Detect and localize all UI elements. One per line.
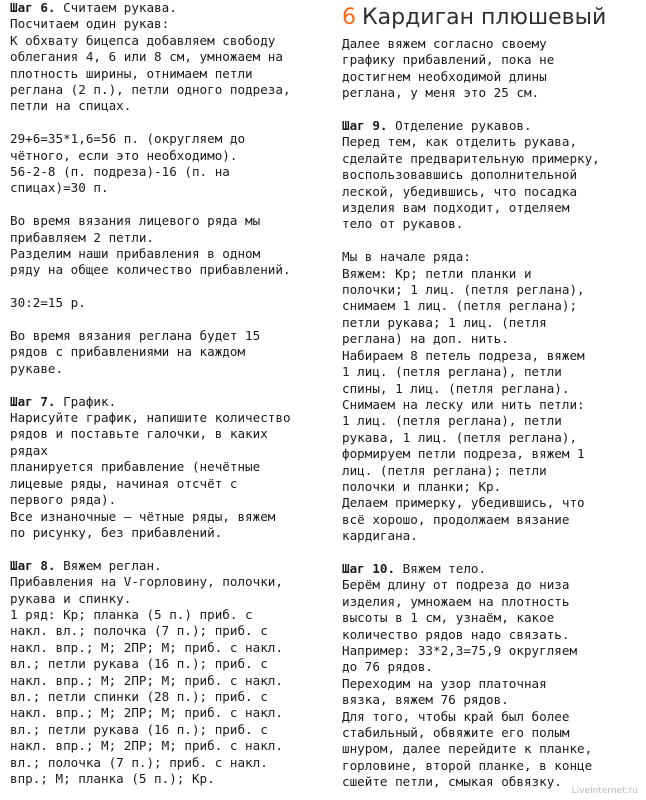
line-text: прибавляем 2 петли. [10, 229, 155, 245]
line-text: вл.; полочка (7 п.); приб. с накл. [10, 754, 268, 770]
line-text: стабильный, обвяжите его полым [342, 725, 570, 741]
text-line [10, 148, 334, 164]
line-text: Нарисуйте график, напишите количество [10, 410, 291, 426]
line-text: Набираем 8 петель подреза, вяжем [342, 347, 585, 363]
text-line [342, 676, 642, 692]
text-line [10, 262, 334, 278]
text-line [10, 131, 334, 147]
text-line [10, 492, 334, 508]
step-heading: Шаг 6. [10, 0, 56, 15]
text-line [342, 184, 642, 200]
line-text: количество рядов надо связать. [342, 626, 570, 642]
text-line [10, 164, 334, 180]
line-text: кардигана. [342, 528, 418, 544]
text-line [10, 0, 334, 16]
line-text: до 76 рядов. [342, 659, 433, 675]
text-line [10, 246, 334, 262]
text-line [10, 673, 334, 689]
line-text: рядов с прибавлениями на каждом [10, 344, 246, 360]
text-line [10, 722, 334, 738]
line-text: сшейте петли, смыкая обвязку. [342, 774, 562, 790]
line-text: График. [55, 393, 117, 409]
text-line [342, 151, 642, 167]
text-line [342, 643, 642, 659]
text-line [342, 725, 642, 741]
line-text: Все изнаночные – чётные ряды, вяжем [10, 508, 276, 524]
title-text: Кардиган плюшевый [362, 5, 607, 30]
text-line [342, 331, 642, 347]
text-line [10, 98, 334, 114]
text-line [342, 364, 642, 380]
step-heading: Шаг 10. [342, 560, 396, 576]
line-text: первого ряда). [10, 492, 117, 508]
blank-line [10, 312, 334, 328]
text-line [10, 607, 334, 623]
line-text: спицах)=30 п. [10, 180, 109, 196]
text-line [10, 213, 334, 229]
line-text: 56-2-8 (п. подреза)-16 (п. на [10, 164, 230, 180]
text-line [342, 36, 642, 52]
line-text: К обхвату бицепса добавляем свободу [10, 32, 276, 48]
line-text: петли рукава; 1 лиц. (петля [342, 314, 547, 330]
line-text: рядов и поставьте галочки, в каких [10, 426, 268, 442]
page-title [342, 0, 642, 36]
line-text: Прибавления на V-горловину, полочки, [10, 574, 283, 590]
blank-line [342, 102, 642, 118]
text-line [342, 692, 642, 708]
text-line [342, 298, 642, 314]
line-text: снимаем 1 лиц. (петля реглана); [342, 298, 578, 314]
text-line [10, 328, 334, 344]
blank-line [10, 541, 334, 557]
line-text: 1 лиц. (петля реглана), петли [342, 364, 562, 380]
line-text: лицевые ряды, начиная отсчёт с [10, 475, 238, 491]
text-line [342, 577, 642, 593]
text-line [342, 512, 642, 528]
line-text: Вяжем реглан. [55, 557, 162, 573]
line-text: петли на спицах. [10, 98, 132, 114]
step-heading: Шаг 8. [10, 557, 56, 573]
line-text: всё хорошо, продолжаем вязание [342, 511, 570, 527]
line-text: воспользовавшись дополнительной [342, 167, 578, 183]
line-text: Перед тем, как отделить рукава, [342, 134, 578, 150]
text-line [342, 69, 642, 85]
line-text: Например: 33*2,3=75,9 округляем [342, 642, 578, 658]
left-column [10, 0, 334, 787]
text-line [10, 738, 334, 754]
text-line [342, 167, 642, 183]
line-text: сделайте предварительную примерку, [342, 150, 600, 166]
text-line [10, 591, 334, 607]
line-text: чётного, если это необходимо). [10, 147, 238, 163]
line-text: накл. впр.; М; 2ПР; М; приб. с накл. [10, 705, 283, 721]
line-text: горловине, второй планке, в конце [342, 757, 593, 773]
text-line [10, 771, 334, 787]
line-text: Снимаем на леску или нить петли: [342, 396, 585, 412]
line-text: Во время вязания реглана будет 15 [10, 328, 261, 344]
text-line [10, 443, 334, 459]
blank-line [10, 377, 334, 393]
text-line [342, 659, 642, 675]
text-line [10, 344, 334, 360]
text-line [342, 266, 642, 282]
text-line [10, 525, 334, 541]
blank-line [10, 197, 334, 213]
line-text: накл. вл.; полочка (7 п.); приб. с [10, 623, 268, 639]
title-number: 6 [342, 5, 356, 30]
text-line [342, 479, 642, 495]
line-text: рядах [10, 442, 48, 458]
text-line [342, 463, 642, 479]
line-text: реглана) на доп. нить. [342, 331, 509, 347]
line-text: накл. впр.; М; 2ПР; М; приб. с накл. [10, 639, 283, 655]
line-text: формируем петли подреза, вяжем 1 [342, 446, 585, 462]
text-line [342, 118, 642, 134]
text-line [342, 758, 642, 774]
step-heading: Шаг 9. [342, 118, 388, 134]
line-text: накл. впр.; М; 2ПР; М; приб. с накл. [10, 738, 283, 754]
line-text: 30:2=15 р. [10, 295, 86, 311]
line-text: Считаем рукава. [55, 0, 177, 15]
blank-line [10, 279, 334, 295]
text-line [342, 315, 642, 331]
line-text: облегания 4, 6 или 8 см, умножаем на [10, 49, 283, 65]
line-text: вл.; петли рукава (16 п.); приб. с [10, 721, 268, 737]
text-line [342, 709, 642, 725]
line-text: вл.; петли спинки (28 п.); приб. с [10, 688, 268, 704]
blank-line [342, 545, 642, 561]
text-line [342, 381, 642, 397]
text-line [342, 282, 642, 298]
line-text: лиц. (петля реглана); петли [342, 462, 547, 478]
text-line [10, 410, 334, 426]
text-line [10, 33, 334, 49]
text-line [10, 394, 334, 410]
text-line [10, 476, 334, 492]
text-line [10, 459, 334, 475]
line-text: высоты в 1 см, узнаём, какое [342, 610, 555, 626]
line-text: вязка, вяжем 76 рядов. [342, 692, 509, 708]
line-text: плотность ширины, отнимаем петли [10, 65, 253, 81]
line-text: 1 лиц. (петля реглана), петли [342, 413, 562, 429]
text-line [10, 230, 334, 246]
line-text: накл. впр.; М; 2ПР; М; приб. с накл. [10, 672, 283, 688]
line-text: изделия, умножаем на плотность [342, 593, 570, 609]
text-line [342, 200, 642, 216]
text-line [342, 627, 642, 643]
text-line [342, 594, 642, 610]
text-line [342, 741, 642, 757]
line-text: Вяжем тело. [395, 560, 487, 576]
text-line [342, 528, 642, 544]
text-line [10, 640, 334, 656]
line-text: 29+6=35*1,6=56 п. (округляем до [10, 131, 246, 147]
line-text: леской, убедившись, что посадка [342, 183, 578, 199]
line-text: по рисунку, без прибавлений. [10, 524, 223, 540]
text-line [10, 574, 334, 590]
text-line [10, 295, 334, 311]
text-line [10, 82, 334, 98]
text-line [10, 66, 334, 82]
text-line [10, 558, 334, 574]
line-text: рукава, 1 лиц. (петля реглана), [342, 429, 578, 445]
text-line [342, 348, 642, 364]
line-text: полочки; 1 лиц. (петля реглана), [342, 282, 585, 298]
text-line [342, 216, 642, 232]
text-line [342, 610, 642, 626]
text-line [342, 134, 642, 150]
text-line [342, 446, 642, 462]
line-text: Для того, чтобы край был более [342, 708, 570, 724]
line-text: тело от рукавов. [342, 216, 464, 232]
line-text: графику прибавлений, пока не [342, 52, 555, 68]
text-line [10, 656, 334, 672]
line-text: Отделение рукавов. [387, 118, 532, 134]
line-text: Далее вяжем согласно своему [342, 36, 547, 51]
line-text: Мы в начале ряда: [342, 249, 471, 265]
text-line [342, 413, 642, 429]
blank-line [342, 233, 642, 249]
blank-line [10, 115, 334, 131]
line-text: 1 ряд: Кр; планка (5 п.) приб. с [10, 606, 253, 622]
line-text: рукаве. [10, 360, 64, 376]
text-line [10, 509, 334, 525]
watermark: LiveInternet.ru [571, 786, 638, 796]
line-text: изделия вам подходит, отделяем [342, 200, 570, 216]
text-line [10, 623, 334, 639]
text-line [10, 180, 334, 196]
line-text: полочки и планки; Кр. [342, 478, 502, 494]
line-text: Переходим на узор платочная [342, 675, 547, 691]
text-line [10, 705, 334, 721]
text-line [342, 249, 642, 265]
line-text: Посчитаем один рукав: [10, 16, 170, 32]
line-text: Во время вязания лицевого ряда мы [10, 213, 261, 229]
text-line [10, 426, 334, 442]
line-text: впр.; М; планка (5 п.); Кр. [10, 771, 215, 786]
line-text: спины, 1 лиц. (петля реглана). [342, 380, 570, 396]
text-line [342, 397, 642, 413]
step-heading: Шаг 7. [10, 393, 56, 409]
line-text: Вяжем: Кр; петли планки и [342, 265, 532, 281]
text-line [10, 16, 334, 32]
line-text: рукава и спинку. [10, 590, 132, 606]
line-text: планируется прибавление (нечётные [10, 459, 261, 475]
text-line [342, 561, 642, 577]
line-text: Разделим наши прибавления в одном [10, 246, 261, 262]
text-line [10, 755, 334, 771]
text-line [10, 361, 334, 377]
text-line [10, 689, 334, 705]
line-text: достигнем необходимой длины [342, 68, 547, 84]
text-line [342, 495, 642, 511]
line-text: реглана, у меня это 25 см. [342, 85, 540, 101]
line-text: Берём длину от подреза до низа [342, 577, 570, 593]
right-column [342, 0, 642, 791]
text-line [342, 430, 642, 446]
line-text: Делаем примерку, убедившись, что [342, 495, 585, 511]
text-line [10, 49, 334, 65]
line-text: ряду на общее количество прибавлений. [10, 262, 291, 278]
line-text: вл.; петли рукава (16 п.); приб. с [10, 656, 268, 672]
line-text: шнуром, далее перейдите к планке, [342, 741, 593, 757]
text-line [342, 52, 642, 68]
text-line [342, 85, 642, 101]
line-text: реглана (2 п.), петли одного подреза, [10, 82, 291, 98]
